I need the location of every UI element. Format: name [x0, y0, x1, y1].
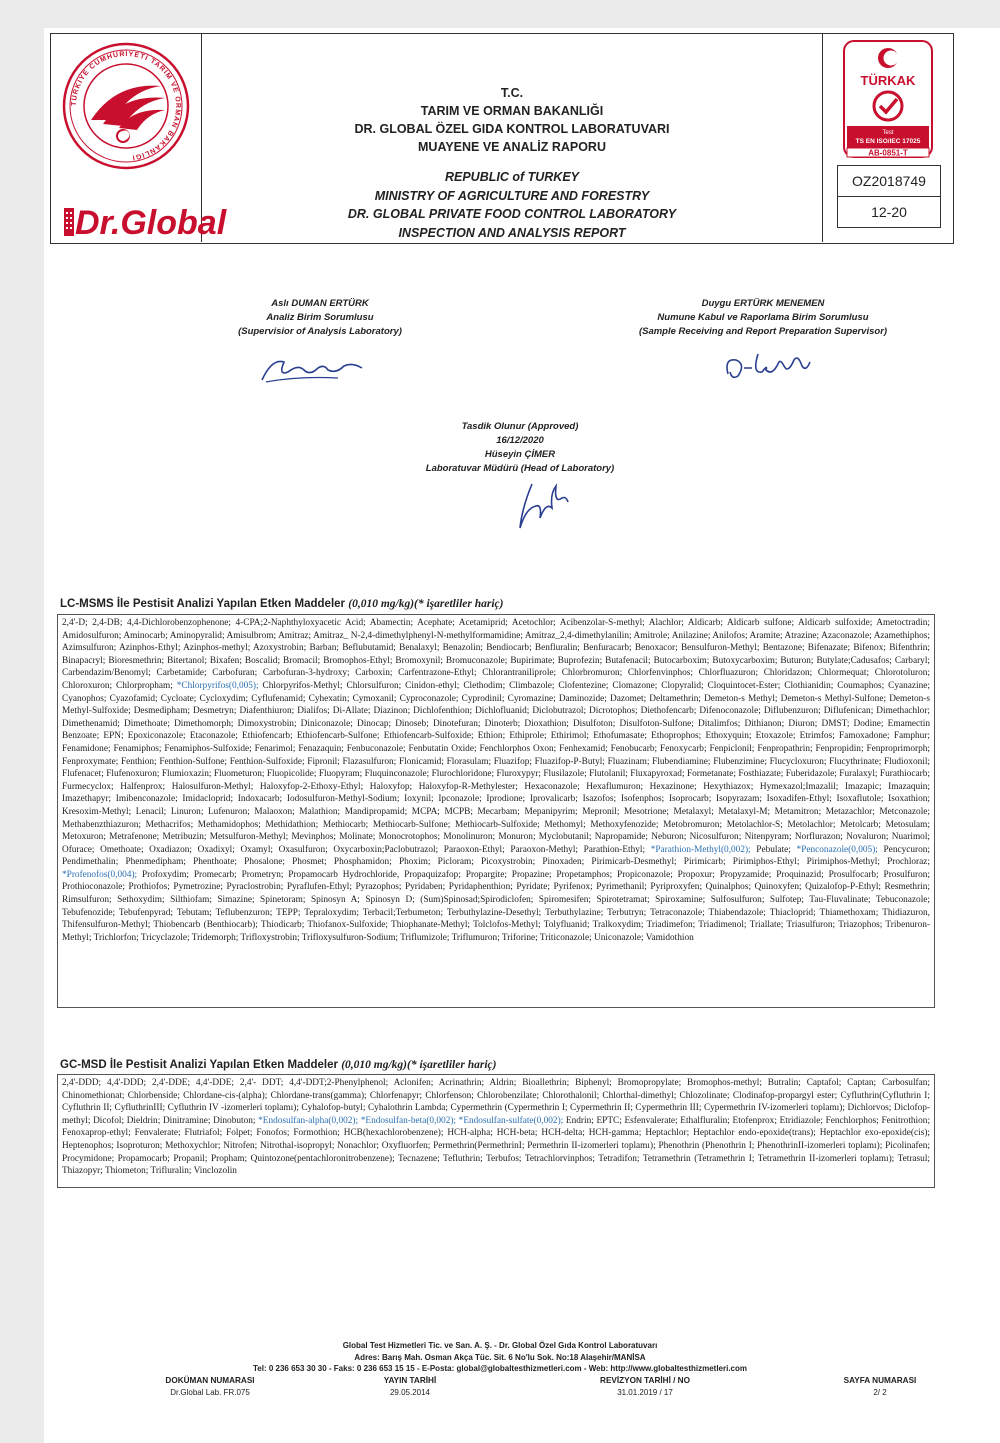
- gcmsd-exception-endosulfan-beta-sulfate: *Endosulfan-beta(0,002); *Endosulfan-sulfate(0,002);: [360, 1115, 564, 1126]
- title-ministry-en: MINISTRY OF AGRICULTURE AND FORESTRY: [374, 188, 650, 203]
- title-report-en: INSPECTION AND ANALYSIS REPORT: [398, 225, 626, 240]
- signature-analysis-supervisor: [190, 297, 450, 339]
- sig-right-name: Duygu ERTÜRK MENEMEN: [701, 298, 825, 309]
- lcmsms-section-title: LC-MSMS İle Pestisit Analizi Yapılan Etken Maddeler (0,010 mg/kg)(* işaretliler hariç): [60, 598, 504, 610]
- gcmsd-exception-endosulfan-alpha: *Endosulfan-alpha(0,002);: [258, 1115, 359, 1126]
- page-footer: [0, 1340, 1000, 1397]
- signature-scribble-approval-icon: [512, 478, 572, 534]
- footer-doc-number: DOKÜMAN NUMARASI Dr.Global Lab. FR.075: [165, 1376, 255, 1397]
- title-ministry-tr: TARIM VE ORMAN BAKANLIĞI: [420, 104, 604, 118]
- svg-text:Dr.Global: Dr.Global: [75, 204, 227, 242]
- ministry-seal-icon: [61, 42, 191, 170]
- gcmsd-note: (0,010 mg/kg)(* işaretliler hariç): [341, 1059, 497, 1071]
- footer-revision: REVİZYON TARİHİ / NO 31.01.2019 / 17: [600, 1376, 690, 1397]
- sig-right-title-en: (Sample Receiving and Report Preparation Supervisor): [638, 326, 888, 337]
- signature-scribble-left-icon: [258, 350, 368, 386]
- footer-page-number: SAYFA NUMARASI 2/ 2: [843, 1376, 917, 1397]
- turkak-accreditation-icon: [843, 40, 933, 158]
- lcmsms-exception-profenofos: *Profenofos(0,004);: [62, 869, 138, 880]
- title-tc: T.C.: [500, 86, 524, 100]
- svg-text:TS EN ISO/IEC 17025: TS EN ISO/IEC 17025: [855, 138, 921, 145]
- signature-sample-supervisor: [618, 297, 908, 339]
- report-code: 12-20: [837, 196, 941, 228]
- title-republic-en: REPUBLIC of TURKEY: [444, 170, 580, 184]
- gcmsd-section-title: GC-MSD İle Pestisit Analizi Yapılan Etken Maddeler (0,010 mg/kg)(* işaretliler hariç): [60, 1059, 497, 1071]
- signature-scribble-right-icon: [722, 344, 814, 384]
- lcmsms-exception-chlorpyrifos: *Chlorpyrifos(0,005);: [176, 680, 259, 691]
- sig-left-title: Analiz Birim Sorumlusu: [266, 312, 374, 323]
- lcmsms-exception-penconazole: *Penconazole(0,005);: [796, 844, 878, 855]
- sig-right-title: Numune Kabul ve Raporlama Birim Sorumlusu: [657, 312, 869, 323]
- sig-left-name: Aslı DUMAN ERTÜRK: [271, 298, 369, 309]
- lcmsms-substance-list: 2,4'-D; 2,4-DB; 4,4-Dichlorobenzophenone; 4-CPA;2-Naphthyloxyacetic Acid; Abamectin; Acephate; Acetamiprid; Acetochlor; Acibenzolar-S-methyl; Alachlor; Aldicarb; Aldicarb sulfone; Aldicarb sulfoxide; Ametoctradin; Amidosulfuron; Aminocarb; Aminopyralid; Amisulbrom; Amitraz; Amitraz_ N-2,4-dimethylphenyl-N-methylformamidine; Amitraz_2,4-dimethylanilin; Amitrole; Anilazine; Anilofos; Aramite; Atrazine; Azaconazole; Azamethiphos; Azimsulfuron; Azinphos-Ethyl; Azinphos-methyl; Azoxystrobin; Barban; Beflubutamid; Benalaxyl; Benazolin; Bendiocarb; Benfluralin; Benfuracarb; Benoxacor; Bensulfuron-Methyl; Bentazone; Bifenazate; Bifenox; Bifenthrin; Binapacryl; Bioresmethrin; Bitertanol; Bixafen; Boscalid; Bromacil; Bromophos-Ethyl; Bromoxynil; Bromuconazole; Bupirimate; Buprofezin; Butafenacil; Butocarboxim; Butoxycarboxim; Buturon; Butylate;Cadusafos; Carbaryl; Carbendazim/Benomyl; Carbetamide; Carbofuran; Carbofuran-3-hydroxy; Carboxin; Carfentrazone-Ethyl; Chlorantraniliprole; Chlorbromuron; Chlorfenvinphos; Chlorfluazuron; Chloridazon; Chlormequat; Chlorotoluron; Chloroxuron; Chlorpropham; *Chlorpyrifos(0,005); Chlorpyrifos-Methyl; Chlorsulfuron; Cinidon-ethyl; Clethodim; Climbazole; Clofentezine; Clomazone; Clopyralid; Cloquintocet-Ester; Clothianidin; Coumaphos; Cyanazine; Cyanophos; Cyazofamid; Cycloate; Cycloxydim; Cyflufenamid; Cyhexatin; Cymoxanil; Cyproconazole; Cyprodinil; Cyromazine; Daminozide; Dazomet; Deltamethrin; Demeton-s Methyl; Demeton-s Methyl-Sulfone; Demeton-s Methyl-Sulfoxide; Desmedipham; Desmetryn; Diafenthiuron; Dialifos; Di-Allate; Diazinon; Dichlofenthion; Dichlofluanid; Diclobutrazol; Dicrotophos; Diethofencarb; Difenoconazole; Diflubenzuron; Diflufenican; Dimethachlor; Dimethenamid; Dimethoate; Dimethomorph; Dimoxystrobin; Diniconazole; Dinocap; Dinoseb; Dinotefuran; Dinoterb; Dioxathion; Disulfoton; Disulfoton-Sulfone; Ditalimfos; Dithianon; Diuron; DMST; Dodine; Emamectin Benzoate; EPN; Epoxiconazole; Etaconazole; Ethiofencarb; Ethiofencarb-Sulfone; Ethiofencarb-Sulfoxide; Ethion; Ethiprole; Ethirimol; Ethofumasate; Ethoprophos; Ethoxyquin; Etoxazole; Etrimfos; Famoxadone; Famphur; Fenamidone; Fenamiphos; Fenamiphos-Sulfoxide; Fenarimol; Fenazaquin; Fenbuconazole; Fenbutatin Oxide; Fenchlorphos Oxon; Fenhexamid; Fenobucarb; Fenoxycarb; Fenpiclonil; Fenpropathrin; Fenpropidin; Fenproprimorph; Fenproxymate; Fenthion; Fenthion-Sulfone; Fenthion-Sulfoxide; Fipronil; Flazasulfuron; Flonicamid; Florasulam; Fluazifop; Fluazifop-P-Butyl; Fluazinam; Flubendiamine; Flubenzimine; Flucycloxuron; Flucythrinate; Fludioxonil; Flufenacet; Flufenoxuron; Flumioxazin; Fluometuron; Fluopicolide; Fluopyram; Fluquinconazole; Flurochloridone; Fluroxypyr; Flusilazole; Flutolanil; Fluxapyroxad; Formetanate; Fosthiazate; Fuberidazole; Furalaxyl; Furathiocarb; Furmecyclox; Halfenprox; Halosulfuron-Methyl; Haloxyfop-2-Ethoxy-Ethyl; Haloxyfop; Haloxyfop-R-Methylester; Hexaconazole; Hexaflumuron; Hexazinone; Hexythiazox; Hymexazol;Imazalil; Imazapic; Imazaquin; Imazethapyr; Imibenconazole; Imidacloprid; Indoxacarb; Iodosulfuron-Methyl-Sodium; Ioxynil; Ipconazole; Iprodione; Iprovalicarb; Isazofos; Isofenphos; Isoprocarb; Isopyrazam; Isoxadifen-Ethyl; Isoxaflutole; Isoxathion; Kresoxim-Methyl; Lenacil; Linuron; Lufenuron; Malaoxon; Malathion; Mandipropamid; MCPA; MCPB; Mecarbam; Mepanipyrim; Mepronil; Mesotrione; Metalaxyl; Metalaxyl-M; Metamitron; Metazachlor; Metconazole; Methabenzthiazuron; Methacrifos; Methamidophos; Methidathion; Methiocarb; Methiocarb-Sulfone; Methiocarb-Sulfoxide; Methomyl; Methoxyfenozide; Metobromuron; Metolachlor-S; Metolachlor; Metolcarb; Metosulam; Metoxuron; Metrafenone; Metribuzin; Metsulfuron-Methyl; Mevinphos; Molinate; Monocrotophos; Monolinuron; Monuron; Myclobutanil; Napropamide; Neburon; Nicosulfuron; Nitenpyram; Norflurazon; Novaluron; Nuarimol; Ofurace; Omethoate; Oxadiazon; Oxadixyl; Oxamyl; Oxasulfuron; Oxycarboxin;Paclobutrazol; Paraoxon-Ethyl; Paraoxon-Methyl; Parathion-Ethyl; *Parathion-Methyl(0,002); Pebulate; *Penconazole(0,005); Pencycuron; Pendimethalin; Phenmedipham; Phenthoate; Phosalone; Phosmet; Phosphamidon; Phoxim; Picloram; Picoxystrobin; Pinoxaden; Pirimicarb-Desmethyl; Pirimicarb; Pirimiphos-Ethyl; Pirimiphos-Methyl; Prochloraz; *Profenofos(0,004); Profoxydim; Promecarb; Prometryn; Propamocarb Hydrochloride, Propaquizafop; Propargite; Propazine; Propetamphos; Propiconazole; Propoxur; Propyzamide; Proquinazid; Prosulfocarb; Prosulfuron; Prothioconazole; Prothiofos; Pymetrozine; Pyraclostrobin; Pyraflufen-Ethyl; Pyrazophos; Pyridaben; Pyridaphenthion; Pyridate; Pyrifenox; Pyrimethanil; Pyriproxyfen; Quinalphos; Quinoxyfen; Quizalofop-P-Ethyl; Resmethrin; Rimsulfuron; Sethoxydim; Silthiofam; Simazine; Spinetoram; Spinosyn A; Spinosyn D; (Sum)Spinosad;Spirodiclofen; Spiromesifen; Spirotetramat; Spiroxamine; Sulfosulfuron; Sulfotep; Tau-Fluvalinate; Tebuconazole; Tebufenozide; Tebufenpyrad; Tebutam; Teflubenzuron; TEPP; Tepraloxydim; Terbacil;Terbumeton; Terbuthylazine-Desethyl; Terbuthylazine; Terbutryn; Tetraconazole; Thiabendazole; Thiacloprid; Thiamethoxam; Thidiazuron, Thifensulfuron-Methyl; Thiobencarb (Benthiocarb); Thiodicarb; Thiofanox-Sulfoxide; Thiophanate-Methyl; Tolclofos-Methyl; Tolyfluanid; Tralkoxydim; Triadimefon; Triadimenol; Triallate; Triasulfuron; Triazophos; Tribenuron-Methyl; Trichlorfon; Tricyclazole; Tridemorph; Trifloxystrobin; Trifloxysulfuron-Sodium; Triflumizole; Triflumuron; Triforine; Triticonazole; Uniconazole; Vamidothion: [57, 614, 935, 1008]
- svg-text:AB-0851-T: AB-0851-T: [868, 148, 908, 158]
- dr-global-logo: [63, 194, 227, 242]
- lcmsms-exception-parathion-methyl: *Parathion-Methyl(0,002);: [650, 844, 751, 855]
- gcmsd-substance-list: 2,4'-DDD; 4,4'-DDD; 2,4'-DDE; 4,4'-DDE; 2,4'- DDT; 4,4'-DDT;2-Phenylphenol; Aclonifen; Acrinathrin; Aldrin; Bioallethrin; Biphenyl; Bromopropylate; Bromophos-methyl; Butralin; Captafol; Captan; Carbosulfan; Chinomethionat; Chlorbenside; Chlordane-cis-(alpha); Chlordane-trans(gamma); Chlorfenapyr; Chlorfenson; Chlorobenzilate; Chlorothalonil; Chlorthal-dimethyl; Chlozolinate; Clodinafop-propargyl ester; Cyfluthrin(Cyfluthrin I; Cyfluthrin II; CyfluthrinIII; Cyfluthrin IV -izomerleri toplamı); Cyhalofop-butyl; Cyhalothrin Lambda; Cypermethrin (Cypermethrin I; Cypermethrin II; Cypermethrin III; Cypermethrin IV-izomerleri toplamı); Dichlorvos; Diclofop-methyl; Dicofol; Dieldrin; Dinitramine; Dinobuton; *Endosulfan-alpha(0,002); *Endosulfan-beta(0,002); *Endosulfan-sulfate(0,002); Endrin; EPTC; Esfenvalerate; Ethalfluralin; Etofenprox; Etridiazole; Fenchlorphos; Fenitrothion; Fenoxaprop-ethyl; Fenvalerate; Flutriafol; Folpet; Fonofos; Formothion; HCB(hexachlorobenzene); HCH-alpha; HCH-beta; HCH-delta; HCH-gamma; Heptachlor; Heptachlor endo-epoxide(trans); Heptachlor exo-epoxide(cis); Heptenophos; Isoproturon; Methoxychlor; Nitrofen; Nitrothal-isopropyl; Nonachlor; Oxyfluorfen; Permethrin(PermethrinI; Permethrin II-izomerleri toplamı); Phenothrin (Phenothrin I; PhenothrinII-izomerleri toplamı); Picolinafen; Procymidone; Propamocarb; Propanil; Propham; Quintozone(pentachloronitrobenzene); Tecnazene; Tefluthrin; Terbufos; Tetrachlorvinphos; Tetradifon; Tetramethrin (Tetramethrin I; Tetramethrin II-izomerleri toplamı); Tetrasul; Thiazopyr; Thiometon; Trifluralin; Vinclozolin: [57, 1074, 935, 1188]
- header-logos: [51, 34, 227, 242]
- footer-company: Global Test Hizmetleri Tic. ve San. A. Ş. - Dr. Global Özel Gıda Kontrol Laboratuvarı: [342, 1341, 658, 1350]
- title-lab-en: DR. GLOBAL PRIVATE FOOD CONTROL LABORATORY: [347, 207, 677, 221]
- approval-title: Laboratuvar Müdürü (Head of Laboratory): [425, 463, 615, 474]
- svg-text:Test: Test: [882, 130, 894, 136]
- footer-publish-date: YAYIN TARİHİ 29.05.2014: [383, 1376, 437, 1397]
- header-accreditation: [822, 34, 953, 242]
- footer-contact: Tel: 0 236 653 30 30 - Faks: 0 236 653 15 15 - E-Posta: global@globaltesthizmetleri.com - Web: http://www.globaltesthizmetleri.com: [252, 1364, 748, 1373]
- approval-block: [390, 420, 650, 476]
- title-report-tr: MUAYENE VE ANALİZ RAPORU: [418, 140, 606, 154]
- report-number: OZ2018749: [837, 165, 941, 197]
- sig-left-title-en: (Supervisior of Analysis Laboratory): [238, 326, 402, 337]
- lcmsms-note: (0,010 mg/kg)(* işaretliler hariç): [348, 598, 504, 610]
- title-lab-tr: DR. GLOBAL ÖZEL GIDA KONTROL LABORATUVARI: [354, 122, 670, 136]
- approval-name: Hüseyin ÇİMER: [484, 449, 556, 460]
- footer-address: Adres: Barış Mah. Osman Akça Tüc. Sit. 6 No'lu Sok. No:18 Alaşehir/MANİSA: [354, 1352, 646, 1362]
- svg-text:TÜRKİYE CUMHURİYETİ TARIM VE O: TÜRKİYE CUMHURİYETİ TARIM VE ORMAN BAKANLIĞI: [70, 50, 182, 161]
- report-header: [50, 33, 954, 244]
- header-titles: [201, 34, 823, 242]
- svg-text:TÜRKAK: TÜRKAK: [860, 73, 916, 88]
- approval-date: 16/12/2020: [496, 435, 544, 446]
- approval-label: Tasdik Olunur (Approved): [461, 421, 579, 432]
